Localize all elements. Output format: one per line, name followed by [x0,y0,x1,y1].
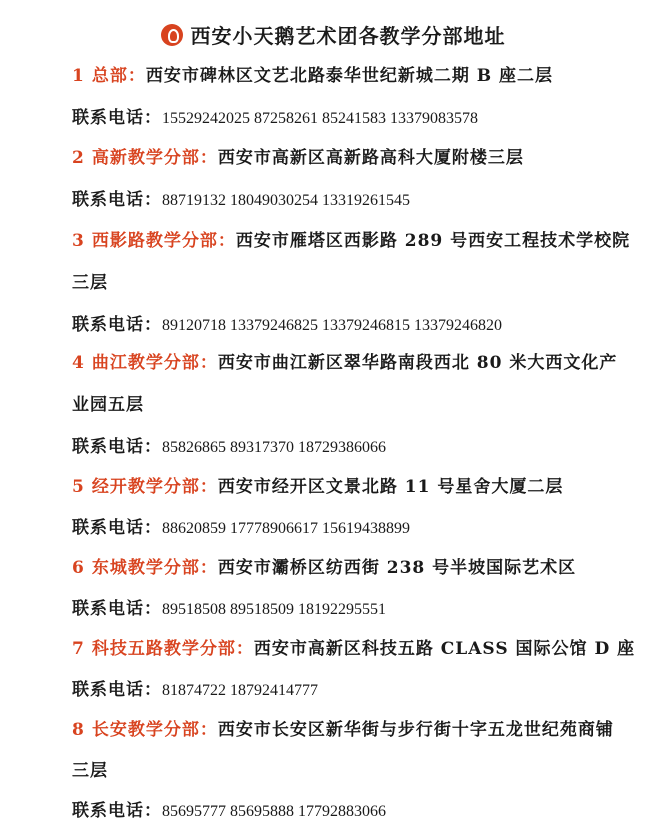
phone-numbers: 88620859 17778906617 15619438899 [162,520,410,537]
title-row [0,20,666,49]
branch-3-heading [72,230,630,252]
branch-4-heading [72,352,617,374]
branch-7-phone [72,679,318,702]
branch-8-phone [72,800,386,823]
phone-label: 联系电话： [72,801,162,821]
branch-4-address-continued [72,394,144,416]
branch-address-continued: 三层 [72,273,108,293]
branch-1-heading [72,65,553,87]
branch-number: 8 [72,720,84,740]
branch-1-phone [72,107,478,130]
branch-name: 高新教学分部： [91,148,218,168]
phone-numbers: 15529242025 87258261 85241583 13379083578 [162,110,478,127]
branch-number: 7 [72,639,84,659]
branch-address: 西安市雁塔区西影路 289 号西安工程技术学校院 [235,231,631,251]
branch-address: 西安市经开区文景北路 11 号星舍大厦二层 [217,477,564,497]
branch-7-heading [72,638,635,660]
branch-4-phone [72,436,386,459]
branch-number: 3 [72,231,84,251]
branch-number: 4 [72,353,84,373]
phone-label: 联系电话： [72,315,162,335]
branch-8-heading [72,719,614,741]
branch-name: 西影路教学分部： [91,231,236,251]
branch-5-heading [72,476,563,498]
branch-number: 6 [72,558,84,578]
phone-numbers: 89518508 89518509 18192295551 [162,601,386,618]
page-title: 西安小天鹅艺术团各教学分部地址 [190,24,506,48]
phone-label: 联系电话： [72,518,162,538]
branch-2-phone [72,189,410,212]
phone-label: 联系电话： [72,599,162,619]
branch-2-heading [72,147,524,169]
phone-numbers: 89120718 13379246825 13379246815 13379246820 [162,317,502,334]
branch-name: 长安教学分部： [91,720,218,740]
phone-numbers: 85826865 89317370 18729386066 [162,439,386,456]
branch-number: 2 [72,148,84,168]
branch-address-continued: 业园五层 [72,395,144,415]
branch-name: 经开教学分部： [91,477,218,497]
branch-address: 西安市曲江新区翠华路南段西北 80 米大西文化产 [217,353,618,373]
phone-label: 联系电话： [72,437,162,457]
branch-5-phone [72,517,410,540]
branch-address: 西安市长安区新华街与步行街十字五龙世纪苑商铺 [217,720,614,740]
branch-6-heading [72,557,576,579]
phone-label: 联系电话： [72,108,162,128]
branch-name: 总部： [91,66,146,86]
branch-6-phone [72,598,386,621]
phone-label: 联系电话： [72,680,162,700]
branch-address: 西安市高新区科技五路 CLASS 国际公馆 D 座 [253,639,636,659]
phone-numbers: 85695777 85695888 17792883066 [162,803,386,820]
branch-number: 5 [72,477,84,497]
branch-3-phone [72,314,502,337]
branch-number: 1 [72,66,84,86]
swan-logo-icon [161,24,183,46]
branch-address: 西安市高新区高新路高科大厦附楼三层 [217,148,524,168]
branch-name: 曲江教学分部： [91,353,218,373]
branch-address: 西安市碑林区文艺北路泰华世纪新城二期 B 座二层 [145,66,554,86]
phone-numbers: 88719132 18049030254 13319261545 [162,192,410,209]
phone-numbers: 81874722 18792414777 [162,682,318,699]
branch-address-continued: 三层 [72,761,108,781]
branch-name: 科技五路教学分部： [91,639,254,659]
branch-3-address-continued [72,272,108,294]
phone-label: 联系电话： [72,190,162,210]
branch-8-address-continued [72,760,108,782]
branch-name: 东城教学分部： [91,558,218,578]
branch-address: 西安市灞桥区纺西街 238 号半坡国际艺术区 [217,558,577,578]
